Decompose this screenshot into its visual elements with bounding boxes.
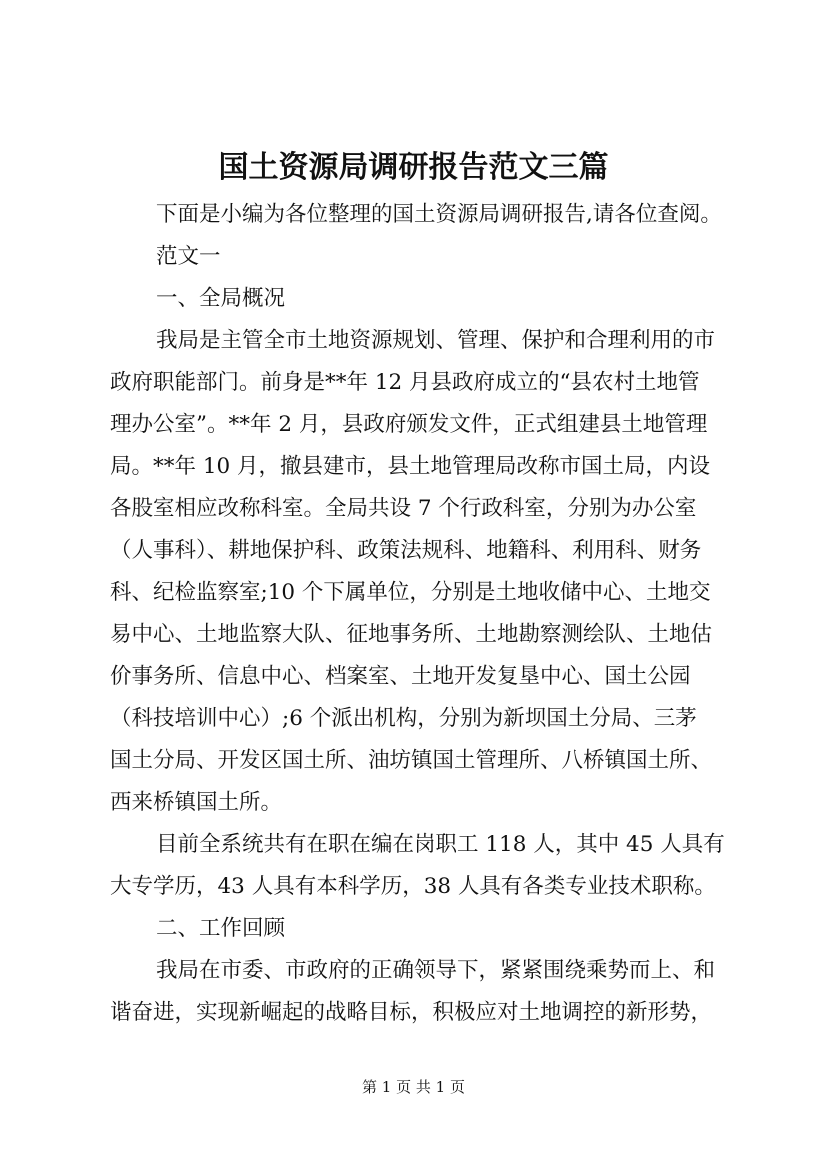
- paragraph-line: 价事务所、信息中心、档案室、土地开发复垦中心、国土公园: [110, 664, 691, 689]
- paragraph-line: 理办公室”。**年 2 月，县政府颁发文件，正式组建县土地管理: [110, 412, 708, 437]
- paragraph-line: （科技培训中心）;6 个派出机构，分别为新坝国土分局、三茅: [110, 706, 697, 731]
- paragraph-line: 谐奋进，实现新崛起的战略目标，积极应对土地调控的新形势，: [110, 1000, 713, 1025]
- page-footer: 第 1 页 共 1 页: [362, 1078, 465, 1096]
- document-title: 国土资源局调研报告范文三篇: [218, 150, 609, 185]
- paragraph-line: 各股室相应改称科室。全局共设 7 个行政科室，分别为办公室: [110, 496, 697, 521]
- paragraph-line: 我局是主管全市土地资源规划、管理、保护和合理利用的市: [156, 328, 716, 353]
- paragraph-line: 科、纪检监察室;10 个下属单位，分别是土地收储中心、土地交: [110, 580, 711, 605]
- section-heading: 一、全局概况: [156, 286, 286, 311]
- paragraph-line: 易中心、土地监察大队、征地事务所、土地勘察测绘队、土地估: [110, 622, 713, 647]
- paragraph-line: 大专学历，43 人具有本科学历，38 人具有各类专业技术职称。: [110, 874, 716, 899]
- paragraph-line: 政府职能部门。前身是**年 12 月县政府成立的“县农村土地管: [110, 370, 700, 395]
- paragraph-line: （人事科）、耕地保护科、政策法规科、地籍科、利用科、财务: [110, 538, 702, 563]
- paragraph-line: 下面是小编为各位整理的国土资源局调研报告,请各位查阅。: [156, 202, 722, 227]
- paragraph-line: 局。**年 10 月，撤县建市，县土地管理局改称市国土局，内设: [110, 454, 711, 479]
- section-heading: 二、工作回顾: [156, 916, 286, 941]
- paragraph-line: 目前全系统共有在职在编在岗职工 118 人，其中 45 人具有: [156, 832, 725, 857]
- paragraph-line: 西来桥镇国土所。: [110, 790, 283, 815]
- paragraph-line: 范文一: [156, 244, 221, 269]
- paragraph-line: 我局在市委、市政府的正确领导下，紧紧围绕乘势而上、和: [156, 958, 716, 983]
- paragraph-line: 国土分局、开发区国土所、油坊镇国土管理所、八桥镇国土所、: [110, 748, 713, 773]
